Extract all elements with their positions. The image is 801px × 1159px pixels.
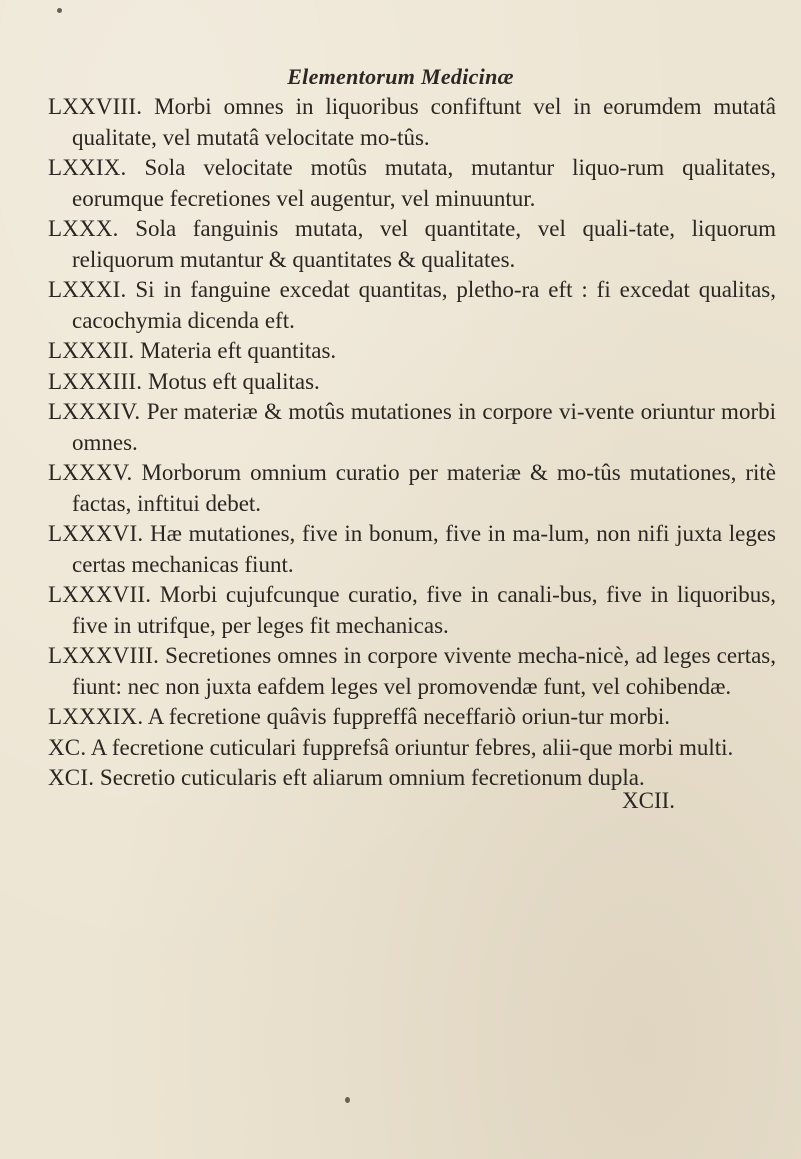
section-number: LXXXII.: [48, 338, 135, 363]
section-number: LXXVIII.: [48, 94, 143, 119]
section-paragraph: [48, 519, 776, 580]
section-text: Motus eft qualitas.: [147, 368, 320, 394]
section-paragraph: [48, 458, 776, 519]
section-number: XCI.: [48, 765, 95, 790]
text-body: [48, 92, 776, 794]
section-number: XC.: [48, 734, 87, 760]
section-number: LXXXIX.: [48, 704, 144, 729]
section-number: LXXXVII.: [48, 582, 152, 607]
section-text: Secretiones omnes in corpore vivente mecha-nicè, ad leges certas, fiunt: nec non juxta eafdem leges vel promovendæ funt, vel cohibendæ.: [72, 643, 777, 699]
section-text: Hæ mutationes, five in bonum, five in ma-lum, non nifi juxta leges certas mechanicas fiunt.: [72, 521, 777, 577]
section-paragraph: [48, 92, 776, 153]
section-text: Materia eft quantitas.: [140, 338, 337, 363]
section-text: A fecretione quâvis fuppreffâ neceffariò oriun-tur morbi.: [147, 704, 670, 729]
section-number: LXXX.: [48, 216, 119, 241]
section-paragraph: [48, 153, 776, 214]
section-text: Per materiæ & motûs mutationes in corpore vi-vente oriuntur morbi omnes.: [72, 399, 776, 455]
section-paragraph: [48, 580, 776, 641]
section-text: Si in fanguine excedat quantitas, pletho-ra eft : fi excedat qualitas, cacochymia dicenda eft.: [72, 277, 777, 333]
section-paragraph: [48, 214, 776, 275]
section-text: Morborum omnium curatio per materiæ & mo-tûs mutationes, ritè factas, inftitui debet.: [72, 460, 777, 516]
section-text: Morbi cujufcunque curatio, five in canali-bus, five in liquoribus, five in utrifque, per leges fit mechanicas.: [72, 582, 777, 638]
section-number: LXXXV.: [48, 460, 133, 485]
section-text: Sola fanguinis mutata, vel quantitate, vel quali-tate, liquorum reliquorum mutantur & quantitates & qualitates.: [72, 216, 776, 272]
section-paragraph: [48, 702, 776, 733]
section-paragraph: [48, 275, 776, 336]
section-paragraph: [48, 336, 776, 367]
section-number: LXXXI.: [48, 277, 127, 302]
section-number: LXXXIV.: [48, 399, 141, 424]
section-text: A fecretione cuticulari fupprefsâ oriuntur febres, alii-que morbi multi.: [90, 734, 734, 760]
running-head: Elementorum Medicinæ: [287, 64, 514, 89]
section-number: LXXXIII.: [48, 368, 143, 394]
section-text: Morbi omnes in liquoribus confiftunt vel in eorumdem mutatâ qualitate, vel mutatâ velocitate mo-tûs.: [72, 94, 776, 150]
section-paragraph: [48, 397, 776, 458]
section-text: Secretio cuticularis eft aliarum omnium fecretionum dupla.: [99, 765, 645, 790]
catchword: XCII.: [622, 788, 676, 813]
section-paragraph: [48, 367, 776, 398]
section-number: LXXXVIII.: [48, 643, 160, 668]
ink-speck: [57, 8, 62, 13]
ink-speck: [345, 1097, 350, 1103]
section-paragraph: [48, 733, 776, 764]
section-paragraph: [48, 641, 776, 702]
section-number: LXXXVI.: [48, 521, 144, 546]
section-number: LXXIX.: [48, 155, 127, 180]
section-text: Sola velocitate motûs mutata, mutantur liquo-rum qualitates, eorumque fecretiones vel augentur, vel minuuntur.: [72, 155, 776, 211]
